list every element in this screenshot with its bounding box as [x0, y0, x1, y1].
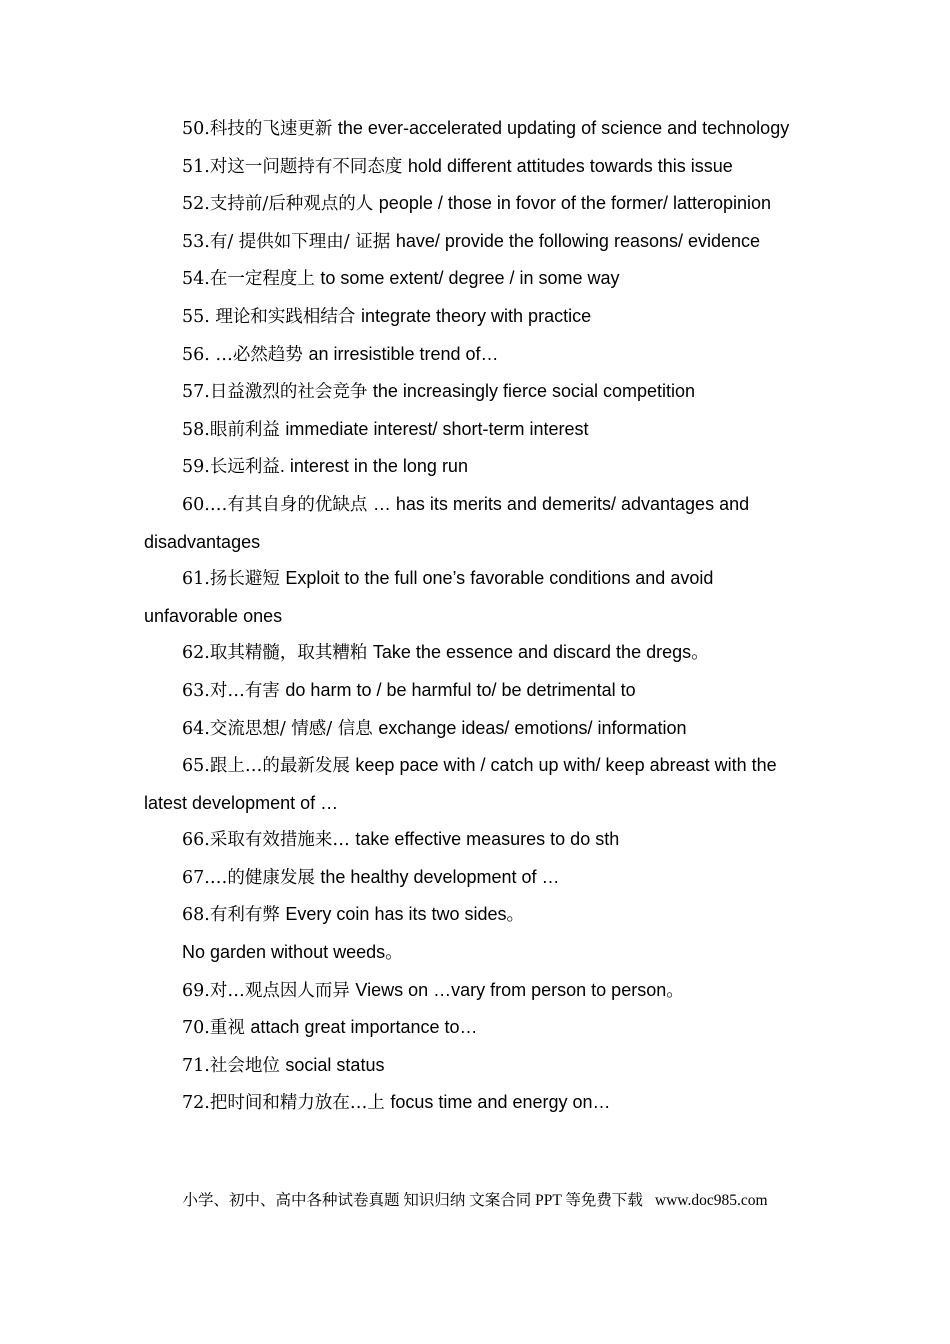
phrase-english: take effective measures to do sth: [355, 829, 620, 850]
phrase-english: hold different attitudes towards this issue: [407, 155, 733, 176]
phrase-chinese: 59.长远利益: [182, 457, 280, 478]
phrase-chinese: 68.有利有弊: [182, 905, 286, 926]
phrase-entry-67: [144, 859, 804, 897]
phrase-chinese: 60.…有其自身的优缺点: [182, 494, 373, 515]
phrase-entry-68: [144, 896, 804, 934]
phrase-english: Exploit to the full one’s favorable conditions and avoid unfavorable ones: [144, 568, 714, 626]
phrase-chinese: 51.对这一问题持有不同态度: [182, 156, 408, 177]
phrase-list: [144, 110, 804, 1122]
phrase-chinese: 72.把时间和精力放在…上: [182, 1093, 391, 1114]
phrase-english: … has its merits and demerits/ advantages and disadvantages: [144, 493, 750, 552]
phrase-entry-64: [144, 710, 804, 748]
phrase-english: people / those in fovor of the former/ latteropinion: [378, 193, 772, 214]
phrase-chinese: 62.取其精髓，取其糟粕: [182, 643, 373, 664]
phrase-entry-68-alt: [144, 934, 804, 972]
phrase-english: integrate theory with practice: [360, 305, 592, 326]
phrase-entry-52: [144, 185, 804, 223]
phrase-english: the ever-accelerated updating of science and technology: [337, 118, 790, 138]
phrase-english: exchange ideas/ emotions/ information: [378, 717, 687, 738]
phrase-chinese: 53.有/ 提供如下理由/ 证据: [182, 231, 396, 252]
phrase-chinese: 56. …必然趋势: [182, 344, 309, 365]
phrase-english: do harm to / be harmful to/ be detrimental to: [285, 679, 636, 700]
phrase-entry-53: [144, 223, 804, 261]
phrase-chinese: 66.采取有效措施来…: [182, 830, 356, 851]
footer-text: 小学、初中、高中各种试卷真题 知识归纳 文案合同 PPT 等免费下载: [182, 1192, 643, 1209]
phrase-entry-62: [144, 634, 804, 672]
phrase-entry-59: [144, 448, 804, 486]
phrase-entry-69: [144, 972, 804, 1010]
phrase-english: the increasingly fierce social competition: [372, 381, 696, 402]
phrase-chinese: 54.在一定程度上: [182, 269, 321, 290]
phrase-english: Every coin has its two sides。: [285, 904, 525, 925]
phrase-english: social status: [285, 1054, 385, 1075]
phrase-chinese: 63.对…有害: [182, 680, 286, 701]
phrase-entry-50: [144, 110, 804, 148]
phrase-english: the healthy development of …: [320, 866, 560, 887]
phrase-chinese: 65.跟上…的最新发展: [182, 756, 356, 777]
phrase-english: attach great importance to…: [250, 1017, 478, 1038]
phrase-entry-63: [144, 672, 804, 710]
phrase-english: immediate interest/ short-term interest: [285, 418, 589, 439]
phrase-entry-60: [144, 486, 804, 560]
phrase-chinese: 67.…的健康发展: [182, 867, 321, 888]
phrase-entry-54: [144, 260, 804, 298]
phrase-entry-66: [144, 821, 804, 859]
phrase-english: No garden without weeds。: [182, 942, 404, 963]
phrase-english: Views on …vary from person to person。: [355, 979, 685, 1000]
phrase-chinese: 58.眼前利益: [182, 419, 286, 440]
phrase-entry-56: [144, 336, 804, 374]
phrase-chinese: 50.科技的飞速更新: [182, 119, 338, 139]
phrase-english: keep pace with / catch up with/ keep abreast with the latest development of …: [144, 755, 777, 813]
phrase-english: . interest in the long run: [279, 456, 468, 477]
phrase-chinese: 55. 理论和实践相结合: [182, 306, 361, 327]
phrase-entry-51: [144, 148, 804, 186]
phrase-english: Take the essence and discard the dregs。: [372, 642, 710, 663]
phrase-entry-61: [144, 560, 804, 634]
phrase-entry-72: [144, 1084, 804, 1122]
phrase-entry-70: [144, 1009, 804, 1047]
phrase-english: focus time and energy on…: [390, 1092, 611, 1113]
phrase-chinese: 71.社会地位: [182, 1055, 286, 1076]
phrase-chinese: 70.重视: [182, 1018, 251, 1039]
footer-site: www.doc985.com: [654, 1192, 768, 1209]
phrase-entry-58: [144, 411, 804, 449]
phrase-chinese: 64.交流思想/ 情感/ 信息: [182, 718, 379, 739]
page-footer: [0, 1188, 950, 1210]
phrase-chinese: 52.支持前/后种观点的人: [182, 194, 379, 215]
phrase-english: an irresistible trend of…: [308, 343, 499, 364]
phrase-chinese: 69.对…观点因人而异: [182, 980, 356, 1001]
phrase-chinese: 61.扬长避短: [182, 569, 286, 590]
phrase-entry-55: [144, 298, 804, 336]
phrase-entry-65: [144, 747, 804, 821]
phrase-entry-71: [144, 1047, 804, 1085]
phrase-entry-57: [144, 373, 804, 411]
phrase-english: to some extent/ degree / in some way: [320, 268, 620, 289]
phrase-chinese: 57.日益激烈的社会竞争: [182, 382, 373, 403]
phrase-english: have/ provide the following reasons/ evidence: [395, 230, 761, 251]
